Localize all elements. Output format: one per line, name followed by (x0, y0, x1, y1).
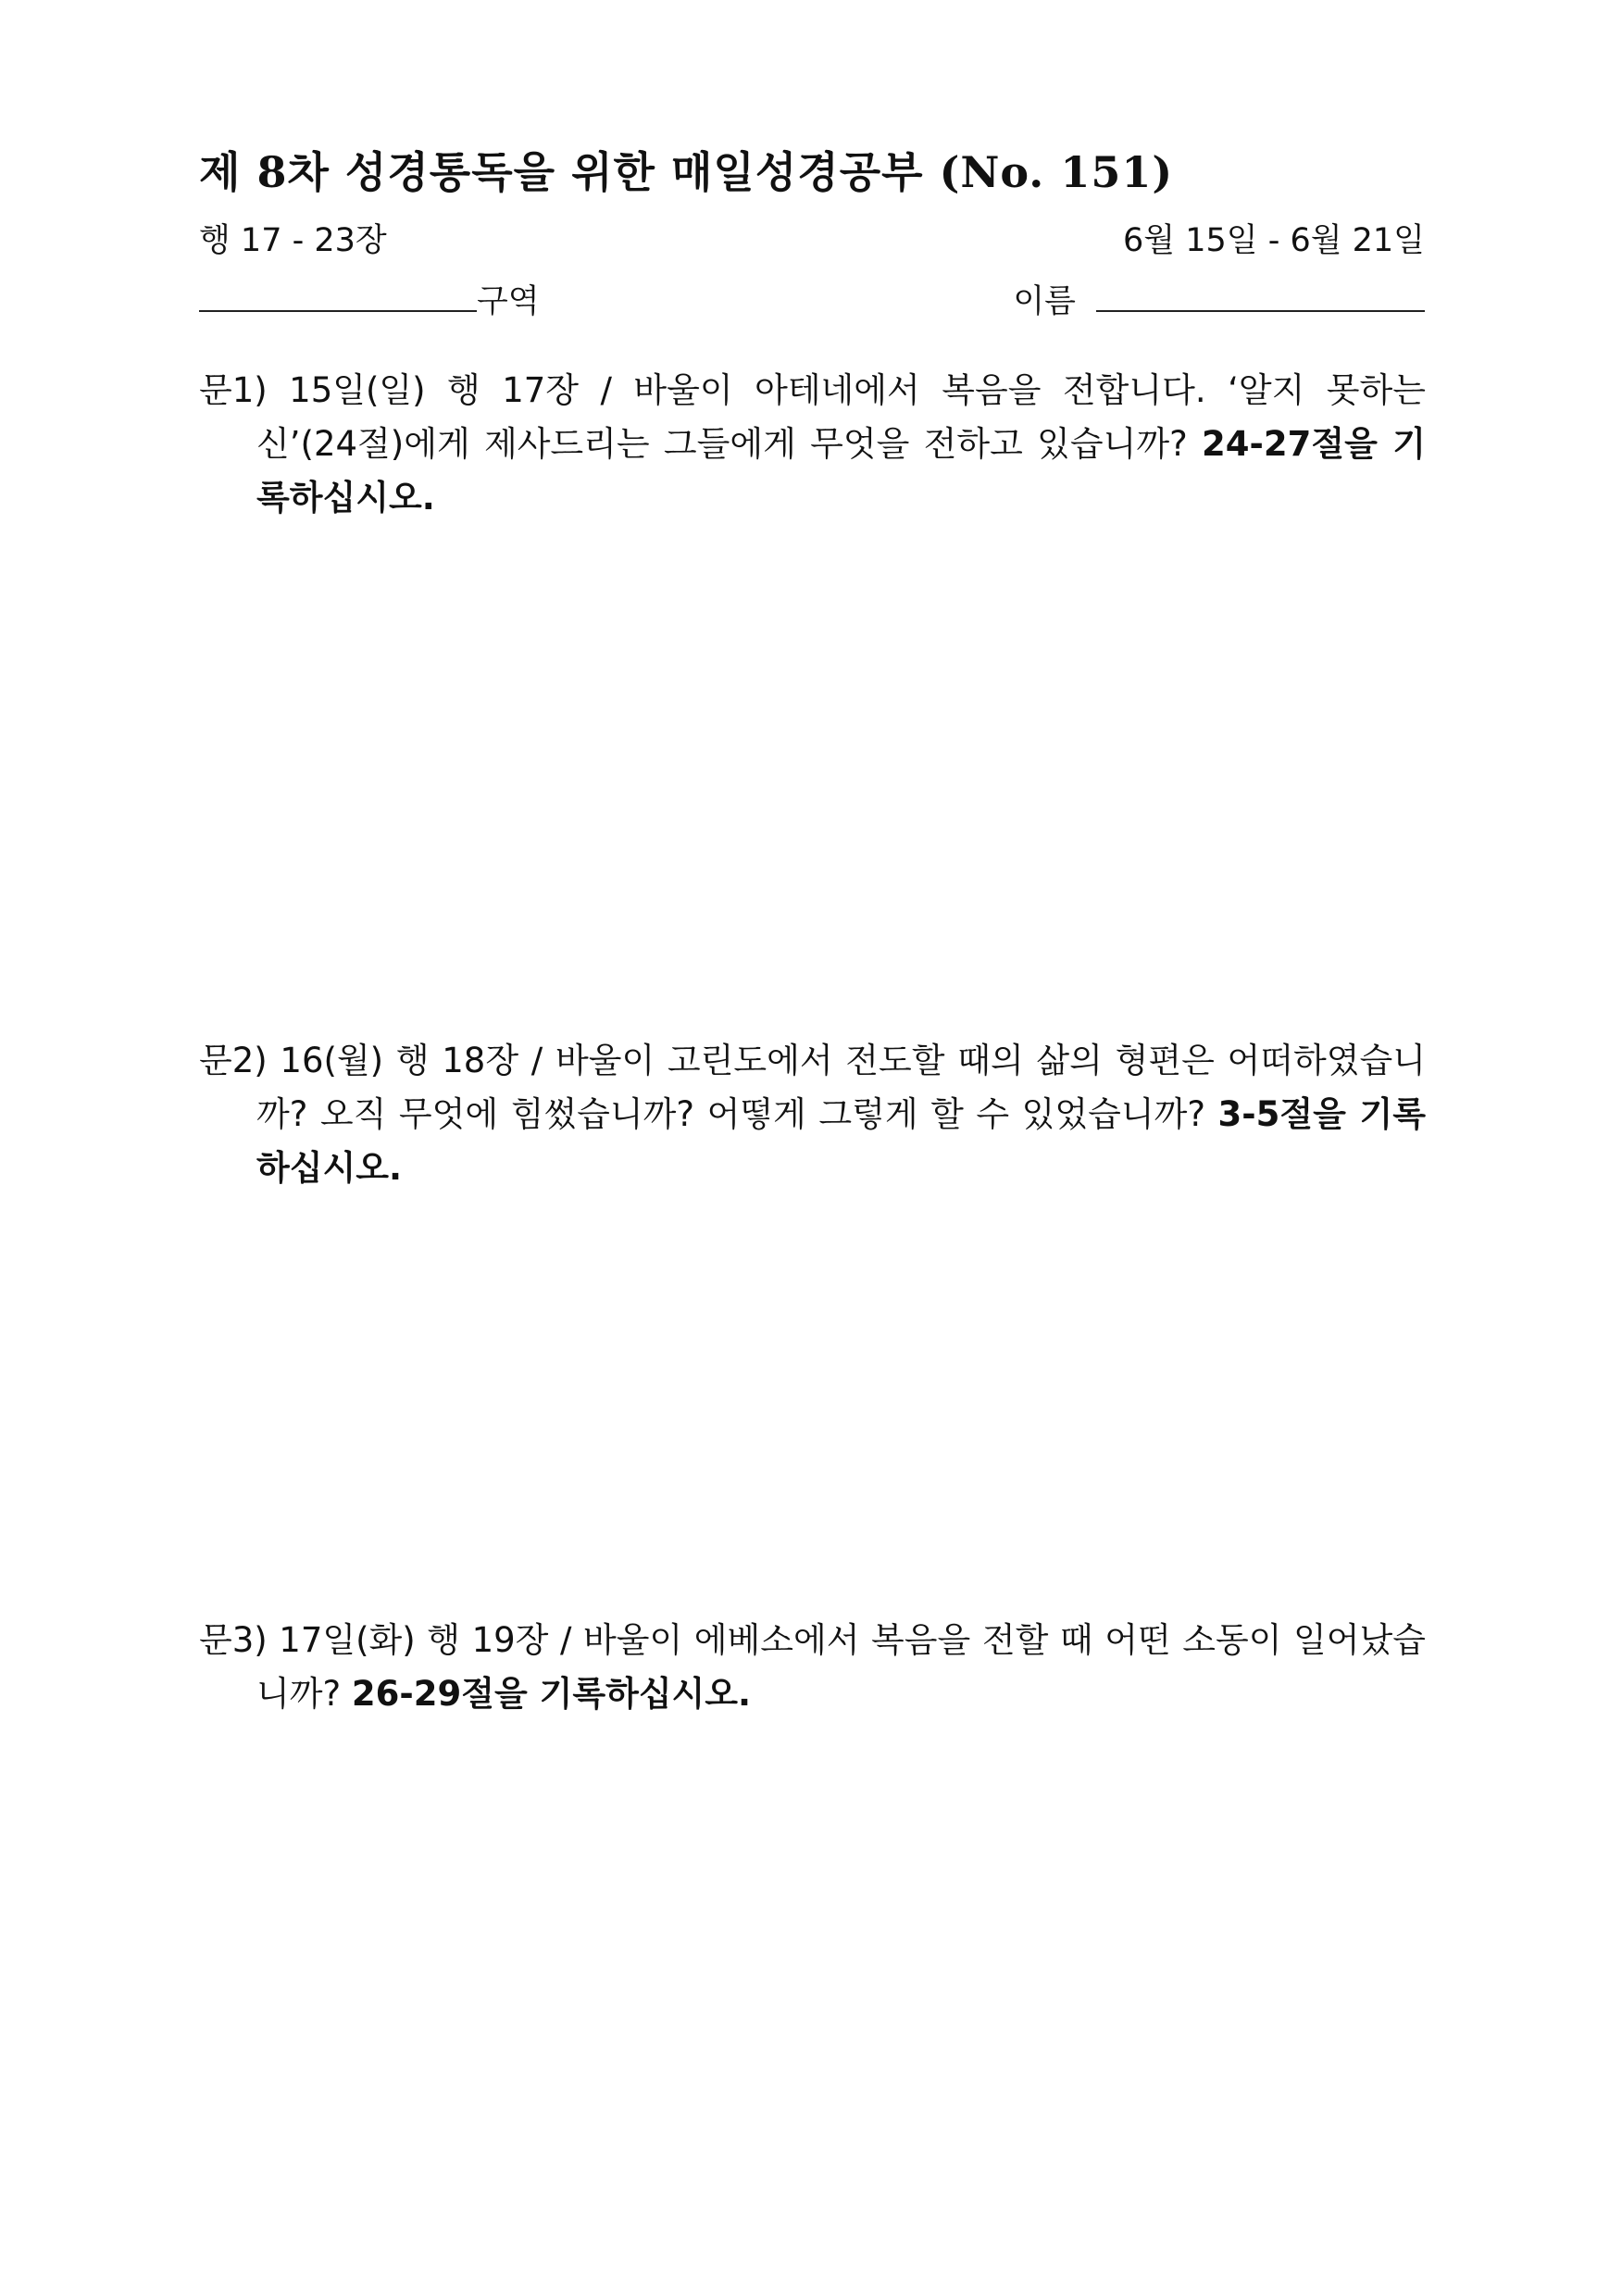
question-2-instruction: 3-5절을 기록하십시오. (256, 1094, 1426, 1188)
date-range: 6월 15일 - 6월 21일 (1123, 222, 1425, 259)
district-label: 구역 (477, 283, 540, 320)
chapter-range: 행 17 - 23장 (199, 222, 387, 259)
question-1-instruction: 24-27절을 기록하십시오. (256, 424, 1426, 518)
question-1 (199, 364, 1426, 525)
name-label: 이름 (1013, 283, 1076, 320)
question-3 (199, 1614, 1426, 1721)
question-2 (199, 1034, 1426, 1195)
question-1-text: 문1) 15일(일) 행 17장 / 바울이 아테네에서 복음을 전합니다. ‘알지 못하는 신’(24절)에게 제사드리는 그들에게 무엇을 전하고 있습니까? (199, 370, 1426, 464)
worksheet-title: 제 8차 성경통독을 위한 매일성경공부 (No. 151) (199, 147, 1174, 197)
question-3-instruction: 26-29절을 기록하십시오. (351, 1674, 752, 1714)
question-2-text: 문2) 16(월) 행 18장 / 바울이 고린도에서 전도할 때의 삶의 형편은 어떠하였습니까? 오직 무엇에 힘썼습니까? 어떻게 그렇게 할 수 있었습니까? (199, 1041, 1426, 1134)
name-blank-line[interactable] (1096, 282, 1425, 312)
question-3-text: 문3) 17일(화) 행 19장 / 바울이 에베소에서 복음을 전할 때 어떤 소동이 일어났습니까? (199, 1620, 1426, 1714)
district-blank-line[interactable] (199, 282, 477, 312)
district-field[interactable] (199, 276, 540, 322)
name-field[interactable] (1013, 276, 1425, 322)
